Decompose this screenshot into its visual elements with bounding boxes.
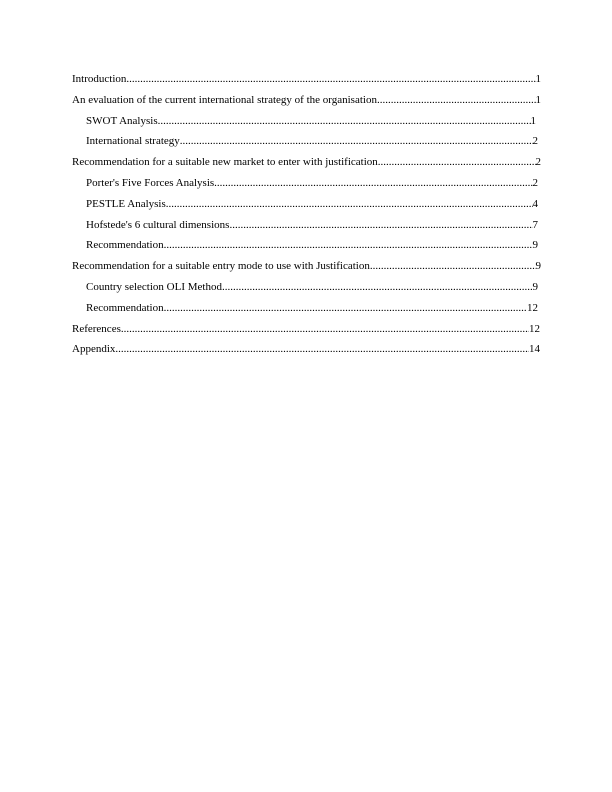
toc-entry-porters-five-forces[interactable]: [72, 175, 542, 196]
table-of-contents: [72, 71, 542, 362]
toc-dot-leader: [378, 154, 536, 170]
toc-dot-leader: [126, 71, 535, 87]
toc-entry-label: Recommendation for a suitable new market to enter with justification: [72, 156, 378, 169]
toc-entry-label: An evaluation of the current international strategy of the organisation: [72, 93, 377, 106]
toc-entry-label: Porter's Five Forces Analysis: [86, 176, 215, 189]
toc-page-number: 9: [532, 280, 538, 293]
toc-page-number: 2: [532, 135, 538, 148]
toc-entry-label: Hofstede's 6 cultural dimensions: [86, 218, 230, 231]
toc-entry-entry-mode-recommendation[interactable]: [72, 258, 542, 279]
toc-dot-leader: [166, 196, 533, 212]
toc-entry-label: Recommendation: [86, 239, 164, 252]
toc-entry-appendix[interactable]: [72, 341, 542, 362]
toc-dot-leader: [158, 113, 531, 129]
toc-dot-leader: [164, 237, 533, 253]
toc-entry-oli-method[interactable]: [72, 279, 542, 300]
toc-page-number: 2: [532, 176, 538, 189]
toc-dot-leader: [115, 341, 529, 357]
toc-page-number: 9: [532, 239, 538, 252]
toc-entry-references[interactable]: [72, 321, 542, 342]
toc-entry-swot-analysis[interactable]: [72, 113, 542, 134]
toc-dot-leader: [229, 217, 532, 233]
toc-entry-recommendation-entry-mode[interactable]: [72, 300, 542, 321]
toc-entry-label: International strategy: [86, 135, 180, 148]
toc-entry-label: Introduction: [72, 73, 127, 85]
toc-dot-leader: [377, 92, 536, 108]
toc-page-number: 1: [535, 93, 541, 106]
toc-entry-pestle-analysis[interactable]: [72, 196, 542, 217]
toc-entry-label: Recommendation: [86, 301, 164, 314]
toc-entry-label: Recommendation for a suitable entry mode to use with Justification: [72, 260, 370, 273]
toc-page-number: 9: [535, 260, 541, 273]
toc-entry-new-market-recommendation[interactable]: [72, 154, 542, 175]
toc-dot-leader: [370, 258, 536, 274]
toc-page-number: 2: [535, 156, 541, 169]
toc-page-number: 7: [532, 218, 538, 231]
toc-dot-leader: [222, 279, 533, 295]
toc-entry-recommendation-market[interactable]: [72, 237, 542, 258]
toc-page-number: 14: [529, 343, 540, 356]
toc-page-number: 12: [527, 301, 538, 314]
toc-entry-label: Appendix: [72, 343, 116, 356]
toc-dot-leader: [180, 133, 533, 149]
toc-entry-hofstede-dimensions[interactable]: [72, 217, 542, 238]
toc-entry-label: SWOT Analysis: [86, 114, 158, 127]
toc-page-number: 4: [532, 197, 538, 210]
toc-entry-introduction[interactable]: [72, 71, 542, 92]
toc-dot-leader: [121, 321, 529, 337]
toc-entry-label: Country selection OLI Method: [86, 280, 222, 293]
toc-page-number: 1: [535, 73, 541, 85]
toc-page-number: 12: [529, 322, 540, 335]
toc-entry-international-strategy[interactable]: [72, 133, 542, 154]
toc-dot-leader: [214, 175, 532, 191]
toc-page-number: 1: [530, 114, 536, 127]
toc-entry-international-strategy-evaluation[interactable]: [72, 92, 542, 113]
toc-dot-leader: [164, 300, 527, 316]
toc-entry-label: PESTLE Analysis: [86, 197, 166, 210]
toc-entry-label: References: [72, 322, 121, 335]
